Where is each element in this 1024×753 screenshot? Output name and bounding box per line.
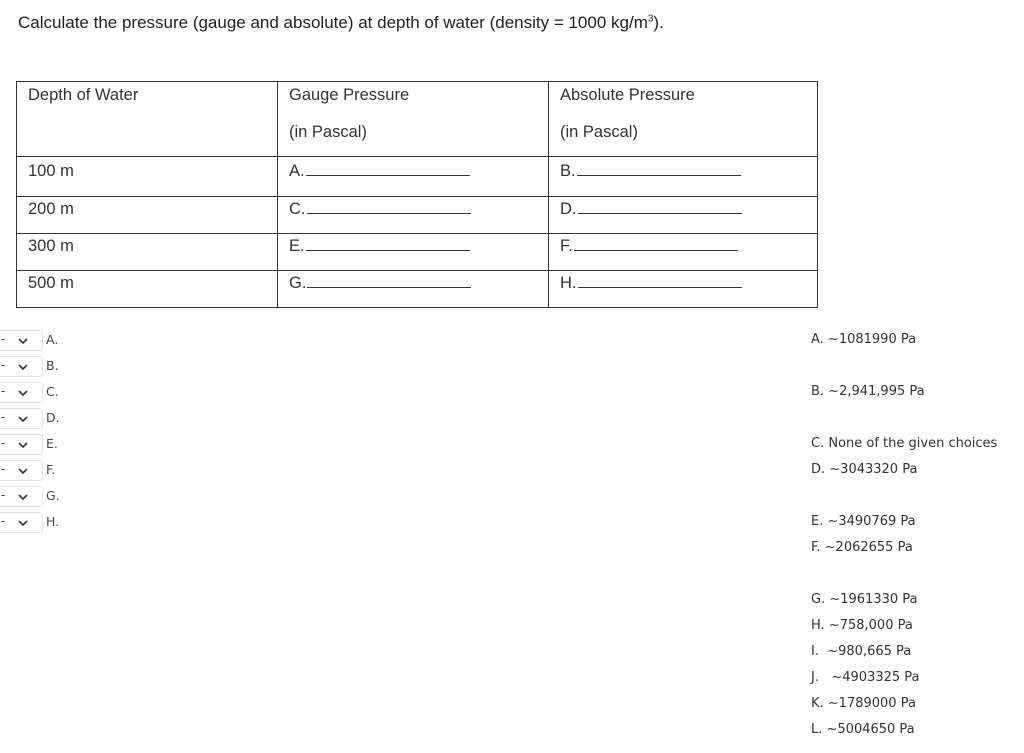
- blank-letter: H.: [560, 274, 577, 292]
- dropdown-label: A.: [46, 332, 59, 347]
- select-value: -: [1, 332, 6, 346]
- gauge-cell: [278, 234, 549, 271]
- answer-select-f[interactable]: [0, 460, 43, 481]
- chevron-down-icon: [17, 439, 29, 451]
- absolute-cell: [549, 157, 818, 197]
- depth-cell: 300 m: [17, 234, 278, 271]
- header-gauge-label: Gauge Pressure: [289, 86, 410, 104]
- choice-item: G. ~1961330 Pa: [811, 592, 918, 607]
- choice-item: E. ~3490769 Pa: [811, 514, 916, 529]
- chevron-down-icon: [17, 491, 29, 503]
- chevron-down-icon: [17, 413, 29, 425]
- gauge-cell: [278, 197, 549, 234]
- header-absolute: [549, 82, 818, 157]
- choice-item: F. ~2062655 Pa: [811, 540, 913, 555]
- chevron-down-icon: [17, 465, 29, 477]
- absolute-cell: [549, 271, 818, 308]
- select-value: -: [1, 384, 6, 398]
- question-text-end: ).: [653, 13, 664, 32]
- answer-blank: [578, 199, 742, 214]
- blank-letter: D.: [560, 200, 577, 218]
- dropdown-label: G.: [46, 488, 60, 503]
- table-row: [17, 157, 818, 197]
- answer-blank: [307, 273, 471, 288]
- select-value: -: [1, 410, 6, 424]
- choice-item: I. ~980,665 Pa: [811, 644, 912, 659]
- blank-letter: E.: [289, 237, 305, 255]
- answer-blank: [307, 199, 471, 214]
- header-depth: [17, 82, 278, 157]
- answer-blank: [578, 273, 742, 288]
- choice-item: J. ~4903325 Pa: [811, 670, 920, 685]
- header-absolute-unit: (in Pascal): [560, 123, 638, 141]
- answer-blank: [574, 236, 738, 251]
- choice-item: C. None of the given choices: [811, 436, 998, 451]
- dropdown-label: E.: [46, 436, 58, 451]
- select-value: -: [1, 462, 6, 476]
- answer-select-c[interactable]: [0, 382, 43, 403]
- choice-item: D. ~3043320 Pa: [811, 462, 918, 477]
- select-value: -: [1, 436, 6, 450]
- header-gauge-unit: (in Pascal): [289, 123, 367, 141]
- gauge-cell: [278, 271, 549, 308]
- answer-select-a[interactable]: [0, 330, 43, 351]
- table-row: [17, 197, 818, 234]
- question-text-main: Calculate the pressure (gauge and absolute) at depth of water (density = 1000 kg/m: [18, 13, 648, 32]
- choice-item: L. ~5004650 Pa: [811, 722, 915, 737]
- absolute-cell: [549, 234, 818, 271]
- depth-cell: 200 m: [17, 197, 278, 234]
- dropdown-label: F.: [46, 462, 56, 477]
- dropdown-label: B.: [46, 358, 59, 373]
- dropdown-label: D.: [46, 410, 60, 425]
- answer-select-e[interactable]: [0, 434, 43, 455]
- choice-item: B. ~2,941,995 Pa: [811, 384, 925, 399]
- answer-blank: [306, 236, 470, 251]
- dropdown-label: C.: [46, 384, 59, 399]
- dropdown-label: H.: [46, 514, 60, 529]
- depth-cell: 100 m: [17, 157, 278, 197]
- table-header-row: [17, 82, 818, 157]
- blank-letter: B.: [560, 162, 576, 180]
- answer-select-h[interactable]: [0, 512, 43, 533]
- table-row: [17, 271, 818, 308]
- answer-select-g[interactable]: [0, 486, 43, 507]
- question-text: [18, 13, 664, 33]
- blank-letter: F.: [560, 237, 573, 255]
- answer-blank: [577, 161, 741, 176]
- chevron-down-icon: [17, 361, 29, 373]
- header-absolute-label: Absolute Pressure: [560, 86, 695, 104]
- pressure-table: [16, 81, 818, 308]
- choice-item: K. ~1789000 Pa: [811, 696, 916, 711]
- select-value: -: [1, 488, 6, 502]
- table-row: [17, 234, 818, 271]
- chevron-down-icon: [17, 335, 29, 347]
- answer-select-b[interactable]: [0, 356, 43, 377]
- header-gauge: [278, 82, 549, 157]
- chevron-down-icon: [17, 387, 29, 399]
- blank-letter: C.: [289, 200, 306, 218]
- choice-item: A. ~1081990 Pa: [811, 332, 917, 347]
- absolute-cell: [549, 197, 818, 234]
- chevron-down-icon: [17, 517, 29, 529]
- choice-item: H. ~758,000 Pa: [811, 618, 913, 633]
- blank-letter: A.: [289, 162, 305, 180]
- gauge-cell: [278, 157, 549, 197]
- header-depth-label: Depth of Water: [28, 86, 139, 104]
- answer-select-d[interactable]: [0, 408, 43, 429]
- select-value: -: [1, 514, 6, 528]
- depth-cell: 500 m: [17, 271, 278, 308]
- question-superscript: 3: [647, 13, 654, 25]
- answer-blank: [306, 161, 470, 176]
- blank-letter: G.: [289, 274, 307, 292]
- select-value: -: [1, 358, 6, 372]
